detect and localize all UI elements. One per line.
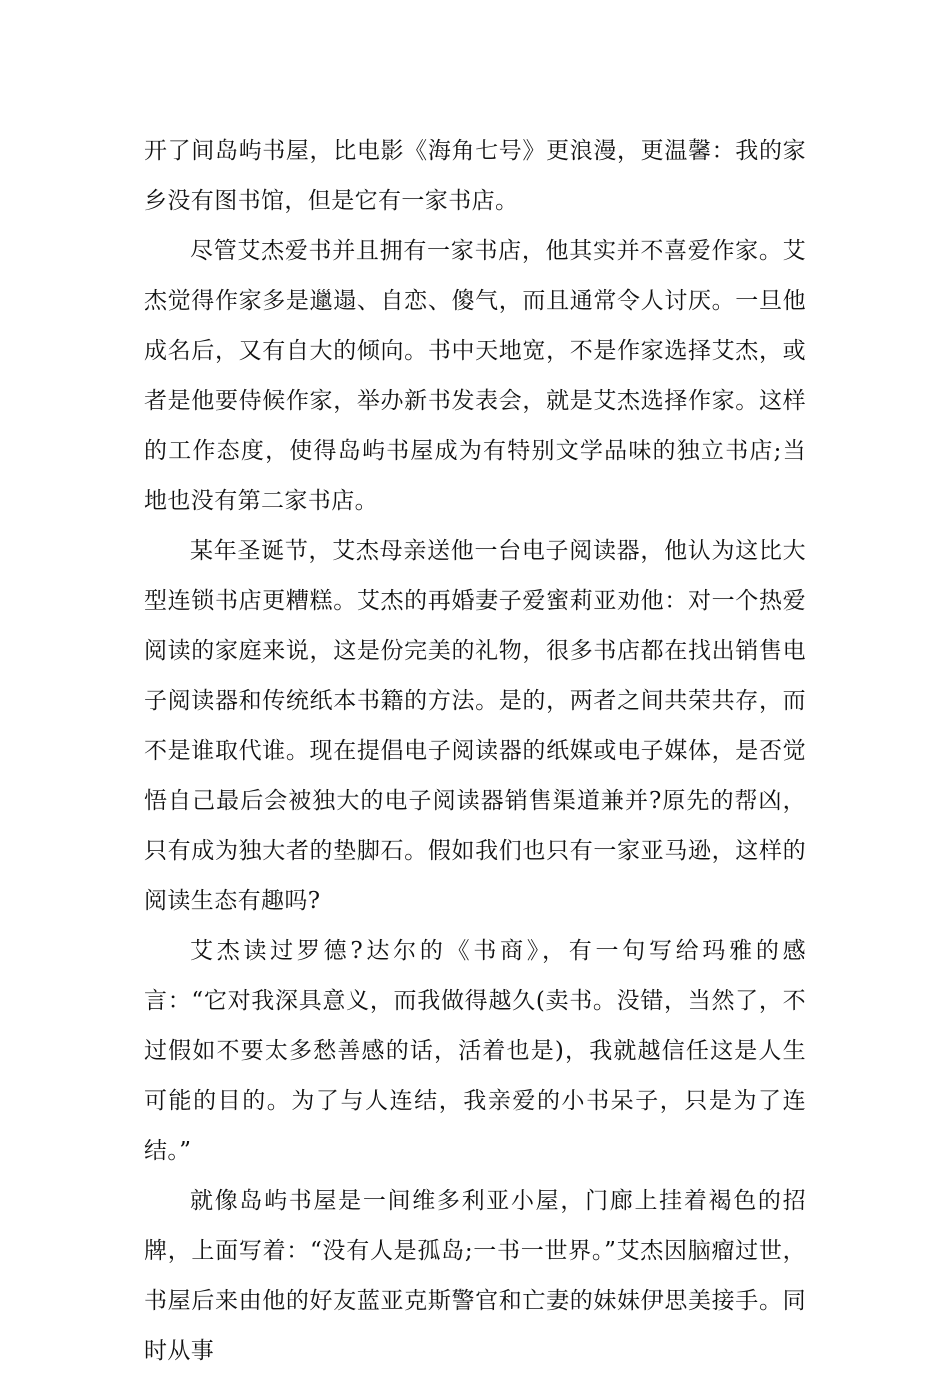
document-body	[144, 126, 806, 1376]
paragraph-1: 开了间岛屿书屋，比电影《海角七号》更浪漫，更温馨：我的家乡没有图书馆，但是它有一家书店。	[144, 138, 806, 214]
paragraph-3: 某年圣诞节，艾杰母亲送他一台电子阅读器，他认为这比大型连锁书店更糟糕。艾杰的再婚妻子爱蜜莉亚劝他：对一个热爱阅读的家庭来说，这是份完美的礼物，很多书店都在找出销售电子阅读器和传统纸本书籍的方法。是的，两者之间共荣共存，而不是谁取代谁。现在提倡电子阅读器的纸媒或电子媒体，是否觉悟自己最后会被独大的电子阅读器销售渠道兼并?原先的帮凶，只有成为独大者的垫脚石。假如我们也只有一家亚马逊，这样的阅读生态有趣吗?	[144, 538, 806, 914]
paragraph-5: 就像岛屿书屋是一间维多利亚小屋，门廊上挂着褐色的招牌，上面写着：“没有人是孤岛;一书一世界。”艾杰因脑瘤过世，书屋后来由他的好友蓝亚克斯警官和亡妻的妹妹伊思美接手。同时从事	[144, 1188, 806, 1364]
paragraph-2: 尽管艾杰爱书并且拥有一家书店，他其实并不喜爱作家。艾杰觉得作家多是邋遢、自恋、傻气，而且通常令人讨厌。一旦他成名后，又有自大的倾向。书中天地宽，不是作家选择艾杰，或者是他要侍候作家，举办新书发表会，就是艾杰选择作家。这样的工作态度，使得岛屿书屋成为有特别文学品味的独立书店;当地也没有第二家书店。	[144, 238, 806, 514]
paragraph-4: 艾杰读过罗德?达尔的《书商》，有一句写给玛雅的感言：“它对我深具意义，而我做得越久(卖书。没错，当然了，不过假如不要太多愁善感的话，活着也是)，我就越信任这是人生可能的目的。为了与人连结，我亲爱的小书呆子，只是为了连结。”	[144, 938, 806, 1164]
